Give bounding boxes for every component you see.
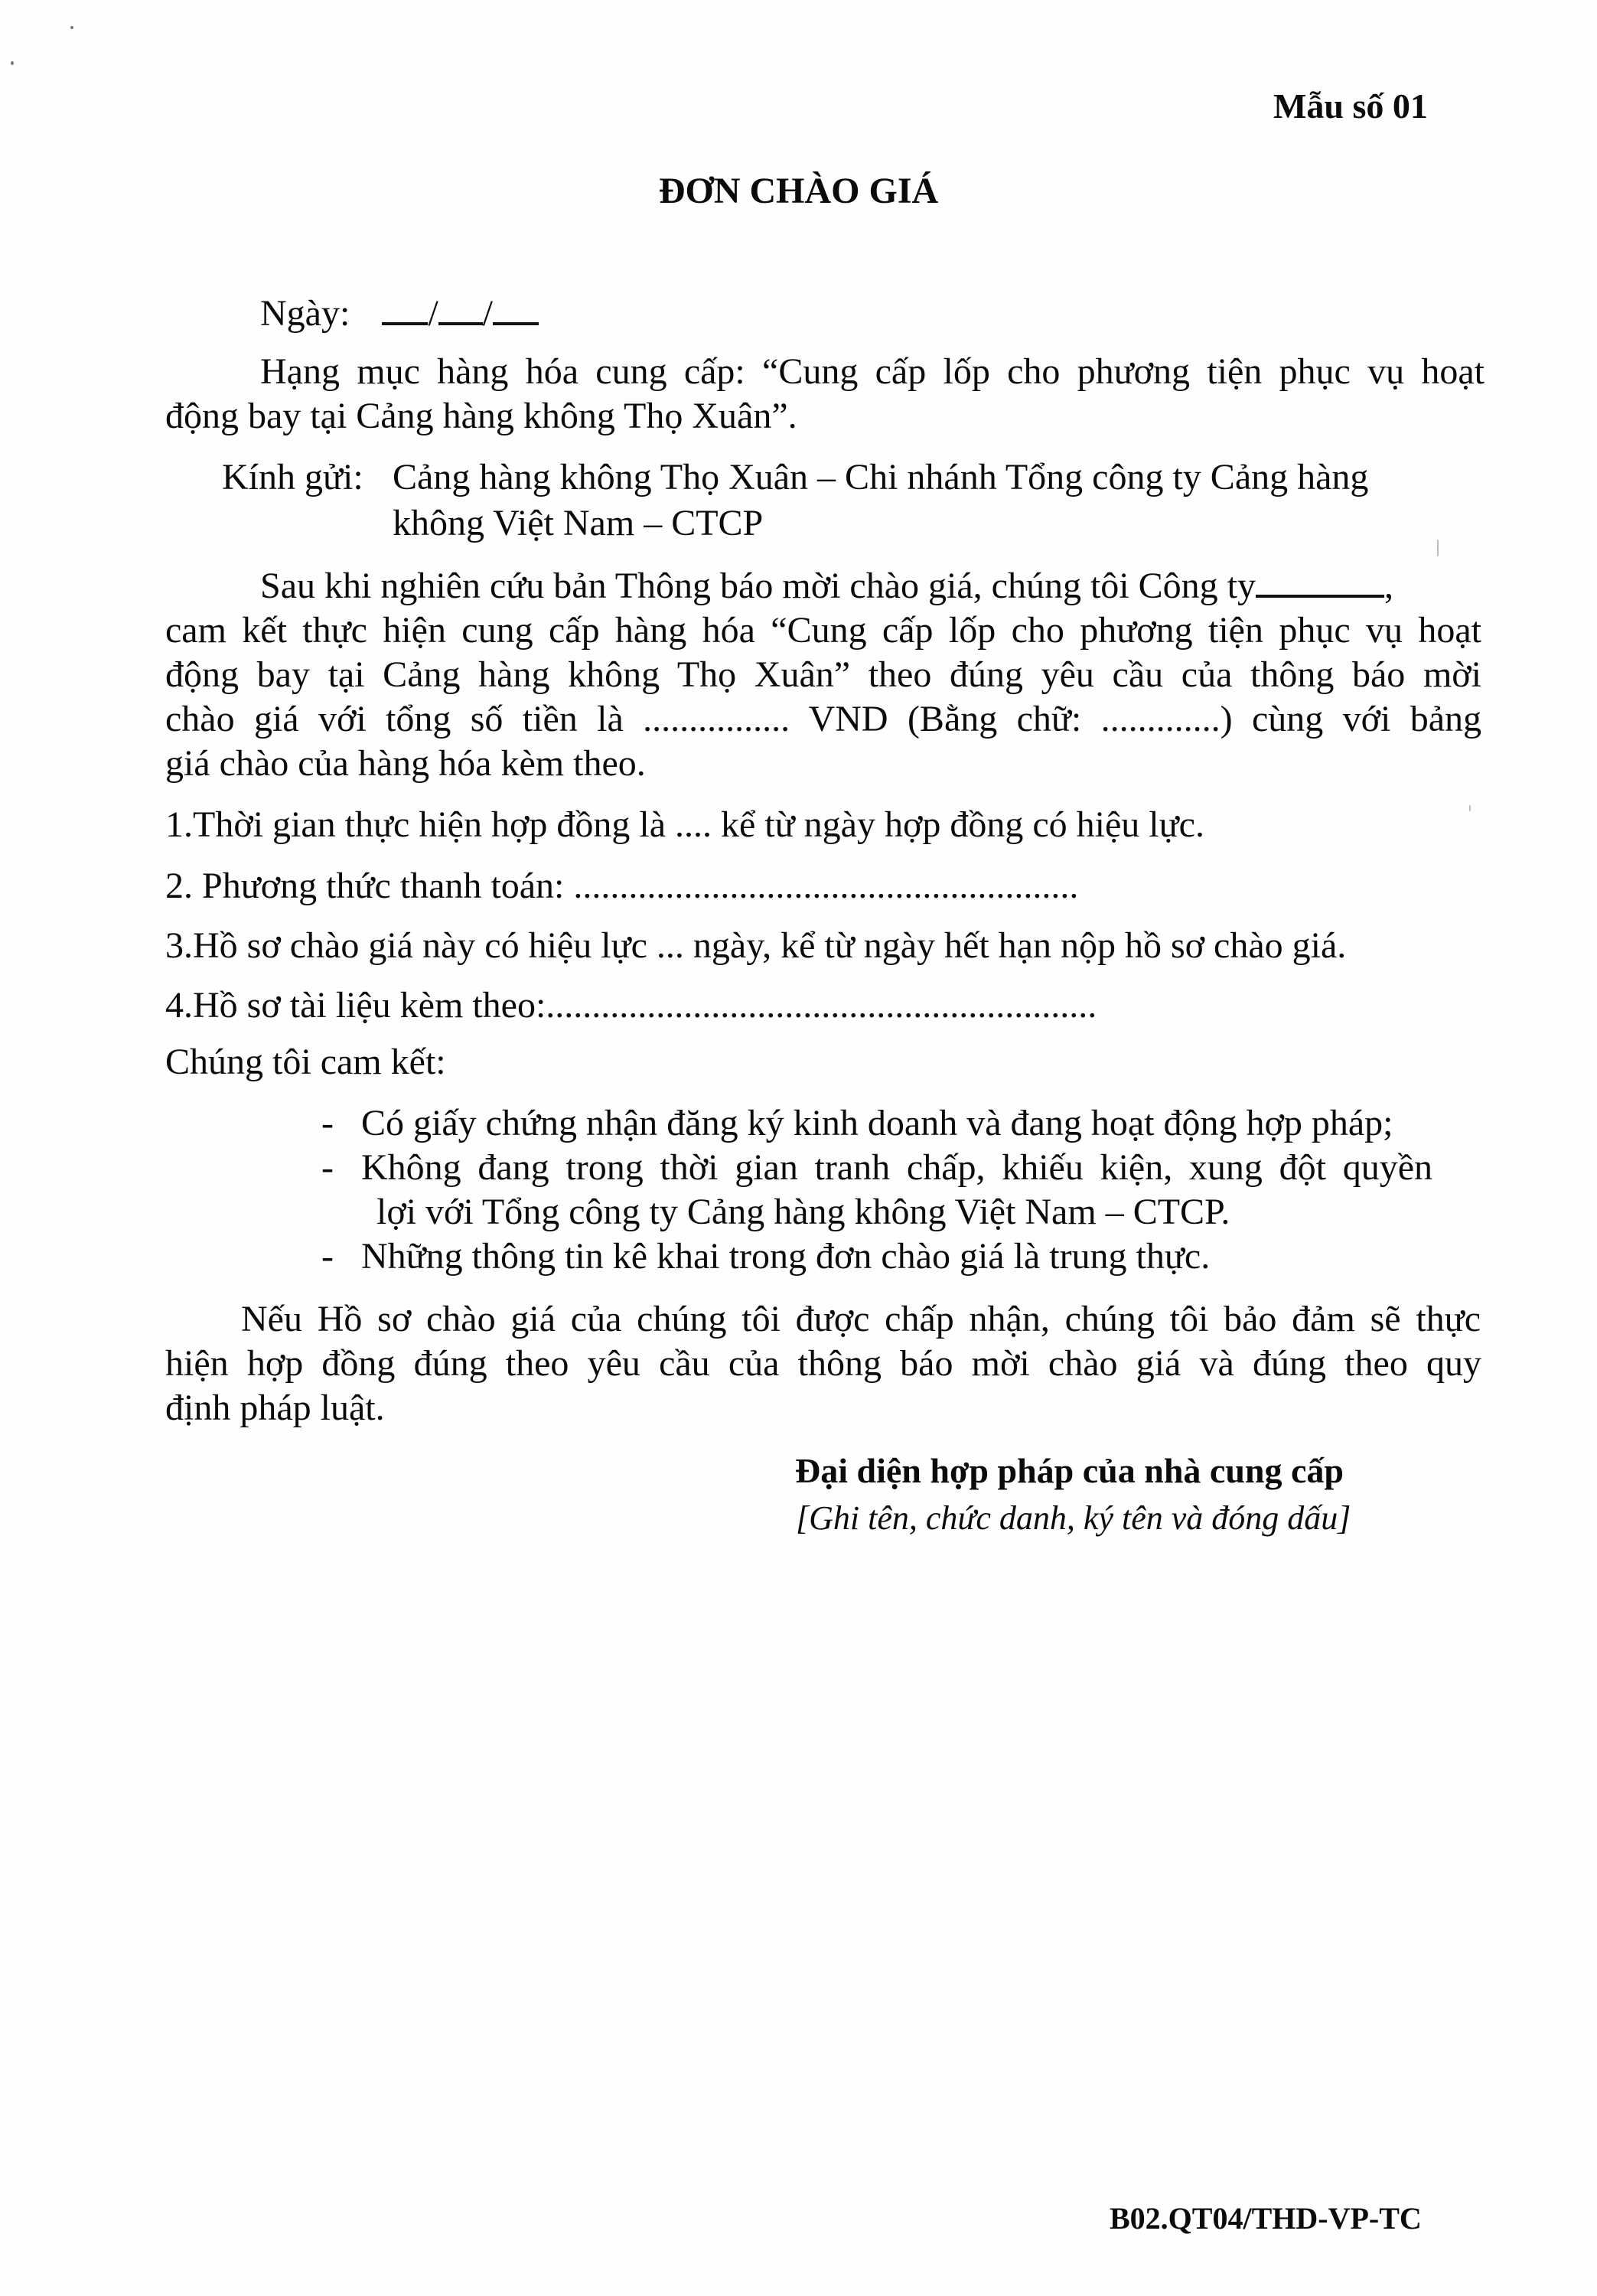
form-number: Mẫu số 01 bbox=[1273, 86, 1428, 126]
numbered-item-4: 4.Hồ sơ tài liệu kèm theo:............................................................ bbox=[165, 985, 1097, 1026]
body-line-5: giá chào của hàng hóa kèm theo. bbox=[165, 743, 646, 784]
date-day-field[interactable] bbox=[382, 295, 428, 325]
item-line-1: Hạng mục hàng hóa cung cấp: “Cung cấp lốp cho phương tiện phục vụ hoạt bbox=[260, 351, 1485, 392]
closing-line-2: hiện hợp đồng đúng theo yêu cầu của thông báo mời chào giá và đúng theo quy bbox=[165, 1343, 1481, 1384]
closing-line-3: định pháp luật. bbox=[165, 1388, 385, 1428]
date-separator: / bbox=[428, 293, 438, 334]
dash-bullet: - bbox=[321, 1147, 334, 1188]
scan-speck bbox=[70, 26, 73, 29]
body-line-2: cam kết thực hiện cung cấp hàng hóa “Cung cấp lốp cho phương tiện phục vụ hoạt bbox=[165, 610, 1481, 651]
scan-speck bbox=[1469, 805, 1471, 811]
date-line bbox=[260, 292, 539, 334]
body-line-4: chào giá với tổng số tiền là ................ VND (Bằng chữ: .............) cùng với bảng bbox=[165, 699, 1481, 739]
body-line-1 bbox=[260, 565, 1393, 607]
date-separator: / bbox=[482, 293, 493, 334]
closing-line-1: Nếu Hồ sơ chào giá của chúng tôi được chấp nhận, chúng tôi bảo đảm sẽ thực bbox=[241, 1299, 1481, 1339]
recipient-line-2: không Việt Nam – CTCP bbox=[393, 503, 764, 543]
date-year-field[interactable] bbox=[493, 295, 539, 325]
commitment-item-1 bbox=[321, 1102, 1393, 1144]
document-title: ĐƠN CHÀO GIÁ bbox=[658, 171, 939, 211]
numbered-item-2: 2. Phương thức thanh toán: ....................................................... bbox=[165, 866, 1079, 906]
commitment-text: Có giấy chứng nhận đăng ký kinh doanh và đang hoạt động hợp pháp; bbox=[361, 1103, 1393, 1143]
date-month-field[interactable] bbox=[438, 295, 483, 325]
date-label: Ngày: bbox=[260, 293, 350, 334]
dash-bullet: - bbox=[321, 1236, 334, 1277]
footer-document-code: B02.QT04/THD-VP-TC bbox=[1110, 2201, 1422, 2236]
recipient-line-1: Cảng hàng không Thọ Xuân – Chi nhánh Tổng công ty Cảng hàng bbox=[393, 457, 1369, 497]
comma: , bbox=[1384, 566, 1393, 606]
body-line-1-text: Sau khi nghiên cứu bản Thông báo mời chào giá, chúng tôi Công ty bbox=[260, 566, 1256, 606]
numbered-item-3: 3.Hồ sơ chào giá này có hiệu lực ... ngày, kể từ ngày hết hạn nộp hồ sơ chào giá. bbox=[165, 925, 1347, 966]
signature-note: [Ghi tên, chức danh, ký tên và đóng dấu] bbox=[796, 1499, 1351, 1537]
signature-title: Đại diện hợp pháp của nhà cung cấp bbox=[795, 1451, 1344, 1490]
company-name-field[interactable] bbox=[1256, 567, 1384, 598]
numbered-item-1: 1.Thời gian thực hiện hợp đồng là .... kể từ ngày hợp đồng có hiệu lực. bbox=[165, 804, 1204, 845]
item-line-2: động bay tại Cảng hàng không Thọ Xuân”. bbox=[165, 396, 797, 436]
scan-speck bbox=[1437, 540, 1439, 556]
dash-bullet: - bbox=[321, 1103, 334, 1143]
commitment-text: Không đang trong thời gian tranh chấp, khiếu kiện, xung đột quyền bbox=[361, 1147, 1432, 1188]
commitment-text: Những thông tin kê khai trong đơn chào giá là trung thực. bbox=[361, 1236, 1211, 1277]
recipient-label: Kính gửi: bbox=[222, 457, 363, 497]
commit-heading: Chúng tôi cam kết: bbox=[165, 1042, 446, 1082]
body-line-3: động bay tại Cảng hàng không Thọ Xuân” theo đúng yêu cầu của thông báo mời bbox=[165, 654, 1481, 695]
commitment-item-3 bbox=[321, 1235, 1210, 1277]
scan-speck bbox=[11, 61, 14, 65]
commitment-item-2 bbox=[321, 1146, 1432, 1189]
commitment-item-2-cont: lợi với Tổng công ty Cảng hàng không Việt Nam – CTCP. bbox=[376, 1192, 1230, 1232]
